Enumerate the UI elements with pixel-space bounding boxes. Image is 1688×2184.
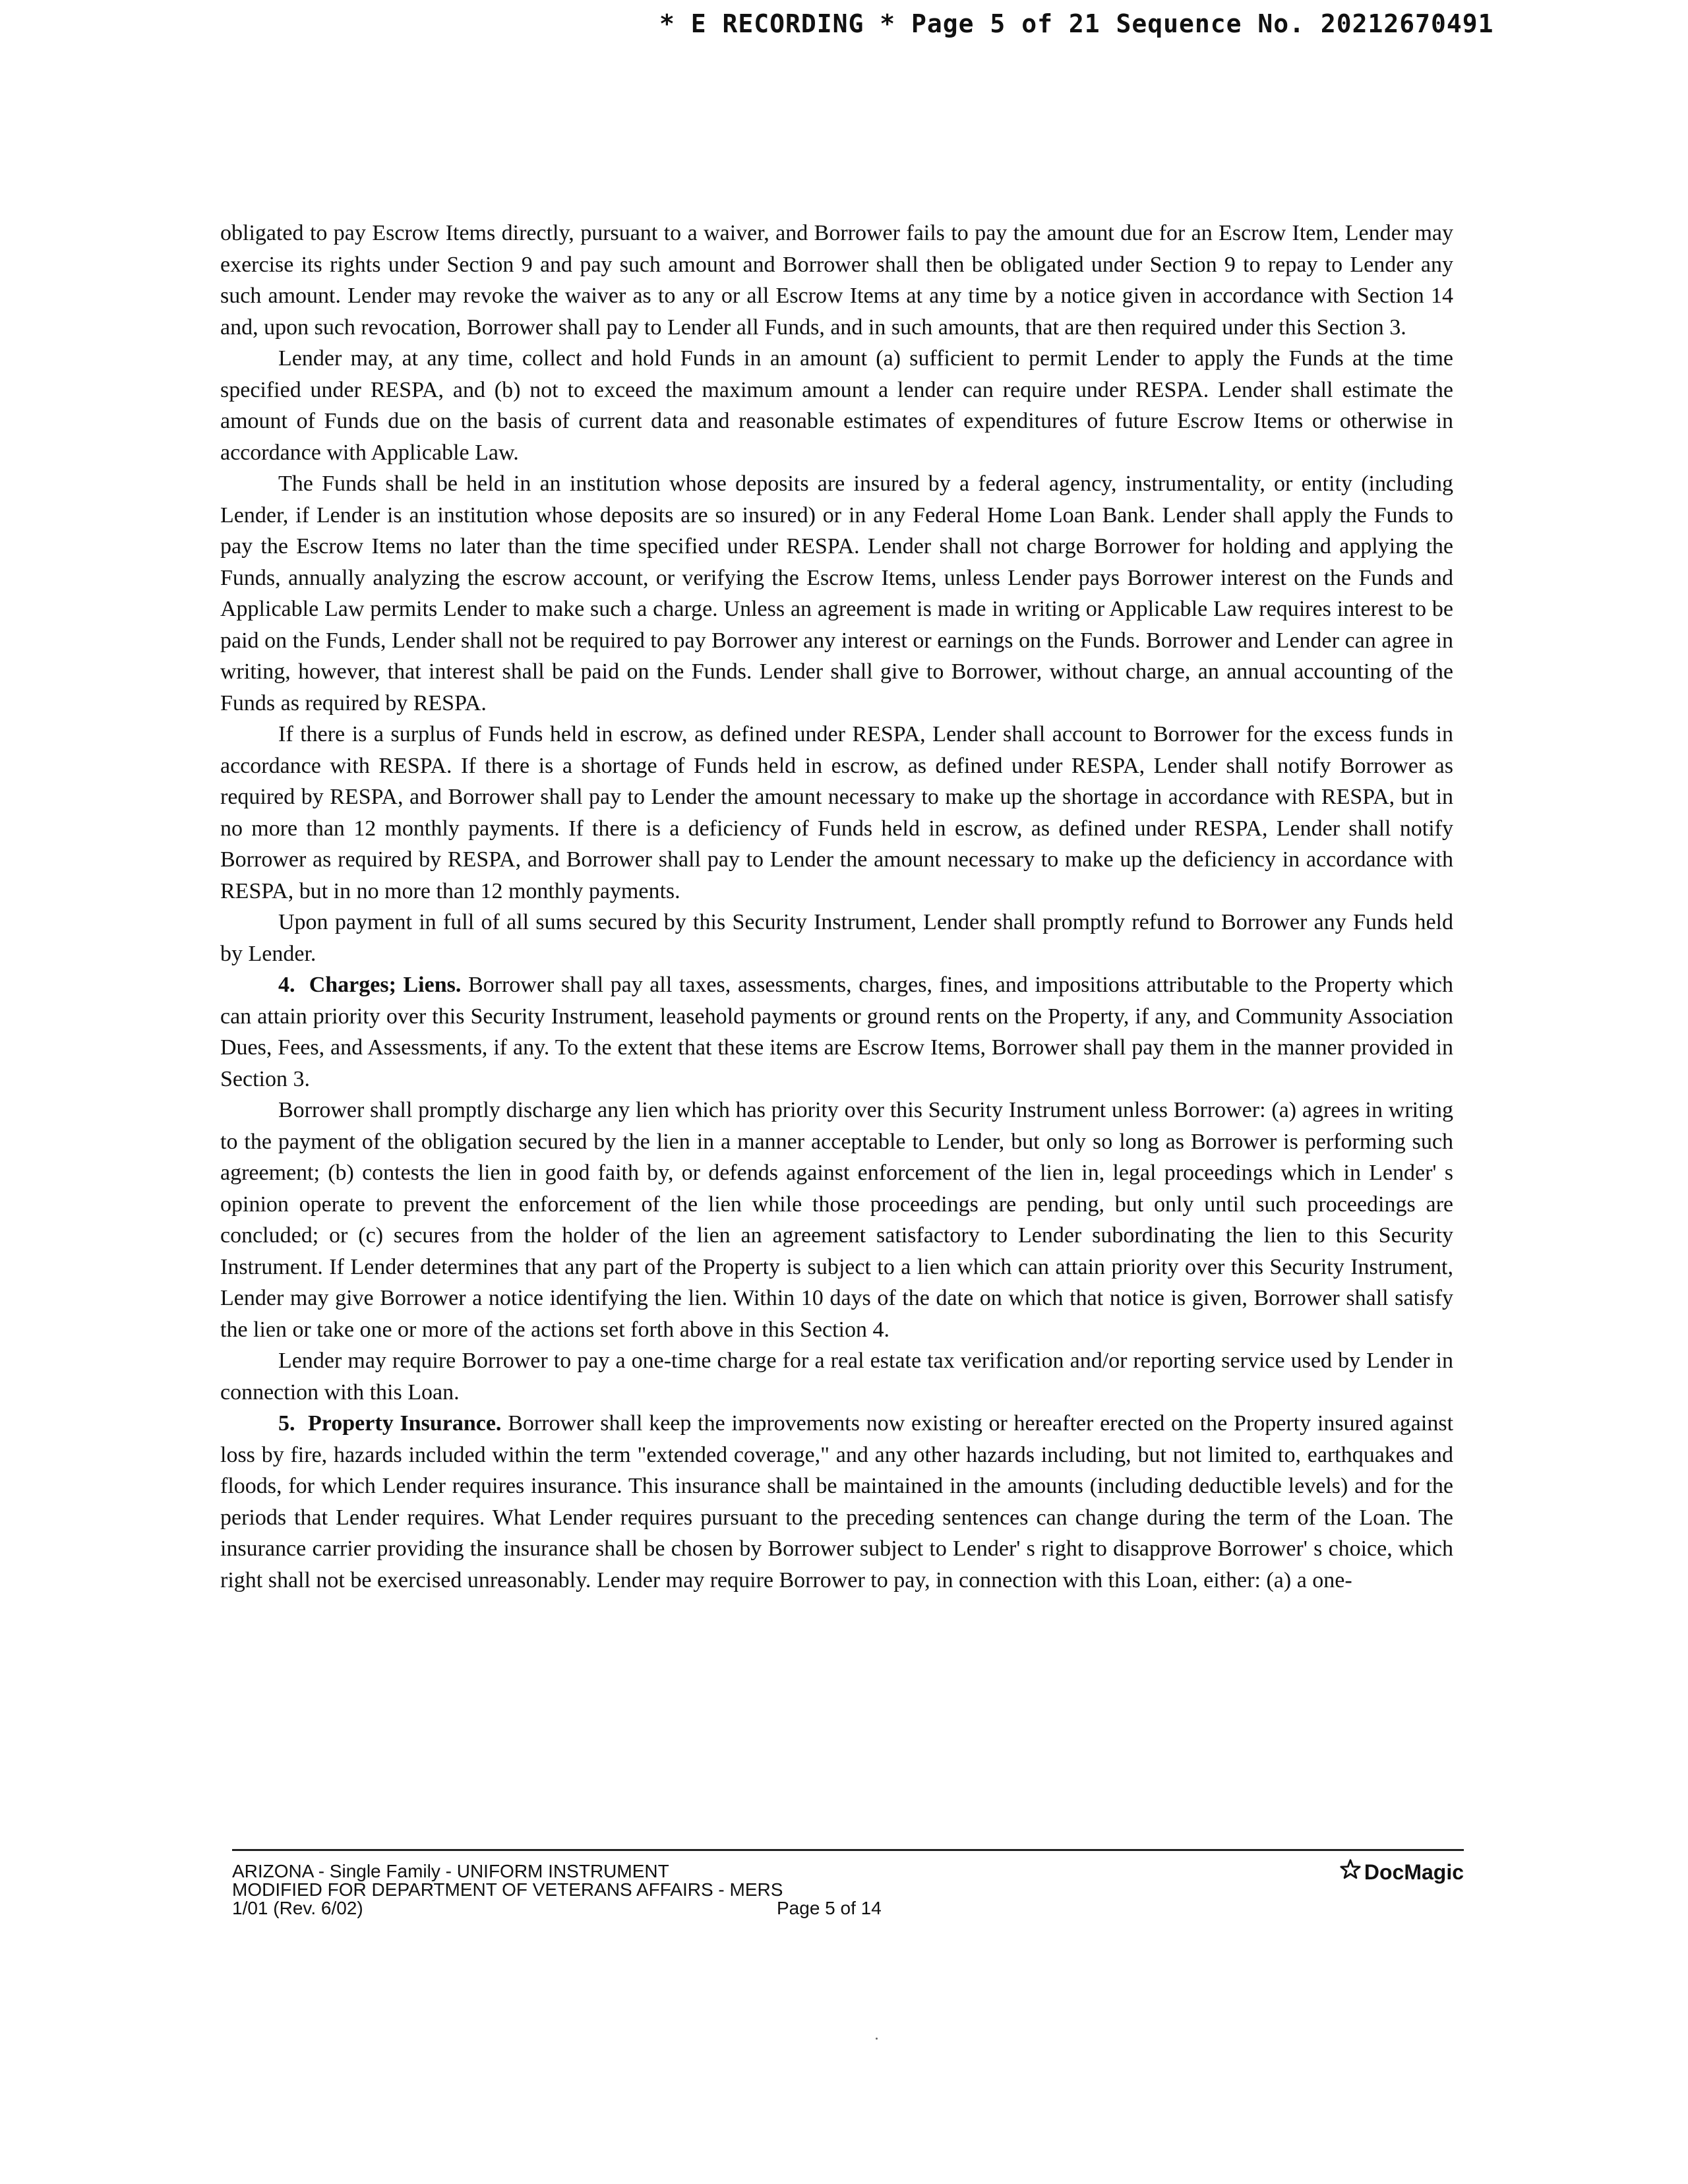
page-footer bbox=[232, 1849, 1464, 1941]
section-4-text: Borrower shall pay all taxes, assessments, charges, fines, and impositions attributable to the Property which can attain priority over this Security Instrument, leasehold payments or ground rents on the Property, if any, and Community Association Dues, Fees, and Assessments, if any. To the extent that these items are Escrow Items, Borrower shall pay them in the manner provided in Section 3. bbox=[220, 973, 1454, 1091]
star-icon bbox=[1339, 1858, 1362, 1886]
footer-form-info bbox=[232, 1862, 783, 1918]
paragraph-tax-verification: Lender may require Borrower to pay a one-time charge for a real estate tax verification and/or reporting service used by Lender in connection with this Loan. bbox=[220, 1349, 1453, 1405]
paragraph-funds-held: The Funds shall be held in an institution whose deposits are insured by a federal agency, instrumentality, or entity (including Lender, if Lender is an institution whose deposits are so insured) or in any Federal Home Loan Bank. Lender shall apply the Funds to pay the Escrow Items no later than the time specified under RESPA. Lender shall not charge Borrower for holding and applying the Funds, annually analyzing the escrow account, or verifying the Escrow Items, unless Lender pays Borrower interest on the Funds and Applicable Law permits Lender to make such a charge. Unless an agreement is made in writing or Applicable Law requires interest to be paid on the Funds, Lender shall not be required to pay Borrower any interest or earnings on the Funds. Borrower and Lender can agree in writing, however, that interest shall be paid on the Funds. Lender shall give to Borrower, without charge, an annual accounting of the Funds as required by RESPA. bbox=[220, 471, 1453, 715]
footer-line-1: ARIZONA - Single Family - UNIFORM INSTRUMENT bbox=[232, 1861, 669, 1881]
section-4-charges-liens bbox=[220, 969, 1453, 1095]
recording-header: * E RECORDING * Page 5 of 21 Sequence No. 20212670491 bbox=[659, 9, 1494, 38]
section-5-text: Borrower shall keep the improvements now existing or hereafter erected on the Property insured against loss by fire, hazards included within the term "extended coverage," and any other hazards including, but not limited to, earthquakes and floods, for which Lender requires insurance. This insurance shall be maintained in the amounts (including deductible levels) and for the periods that Lender requires. What Lender requires pursuant to the preceding sentences can change during the term of the Loan. The insurance carrier providing the insurance shall be chosen by Borrower subject to Lender' s right to disapprove Borrower' s choice, which right shall not be exercised unreasonably. Lender may require Borrower to pay, in connection with this Loan, either: (a) a one- bbox=[220, 1411, 1454, 1592]
docmagic-logo bbox=[1339, 1858, 1464, 1886]
section-4-title: Charges; Liens. bbox=[309, 973, 462, 997]
section-5-property-insurance bbox=[220, 1408, 1453, 1596]
paragraph-refund: Upon payment in full of all sums secured by this Security Instrument, Lender shall promptly refund to Borrower any Funds held by Lender. bbox=[220, 910, 1453, 966]
footer-page-number: Page 5 of 14 bbox=[777, 1898, 882, 1918]
section-5-number: 5. bbox=[278, 1411, 295, 1436]
footer-divider bbox=[232, 1849, 1464, 1851]
brand-name: DocMagic bbox=[1364, 1860, 1464, 1884]
section-5-title: Property Insurance. bbox=[308, 1411, 502, 1436]
paragraph-surplus-funds: If there is a surplus of Funds held in escrow, as defined under RESPA, Lender shall account to Borrower for the excess funds in accordance with RESPA. If there is a shortage of Funds held in escrow, as defined under RESPA, Lender shall notify Borrower as required by RESPA, and Borrower shall pay to Lender the amount necessary to make up the shortage in accordance with RESPA, but in no more than 12 monthly payments. If there is a deficiency of Funds held in escrow, as defined under RESPA, Lender shall notify Borrower as required by RESPA, and Borrower shall pay to Lender the amount necessary to make up the deficiency in accordance with RESPA, but in no more than 12 monthly payments. bbox=[220, 722, 1453, 903]
paragraph-collect-funds: Lender may, at any time, collect and hold Funds in an amount (a) sufficient to permit Lender to apply the Funds at the time specified under RESPA, and (b) not to exceed the maximum amount a lender can require under RESPA. Lender shall estimate the amount of Funds due on the basis of current data and reasonable estimates of expenditures of future Escrow Items or otherwise in accordance with Applicable Law. bbox=[220, 346, 1453, 465]
document-body bbox=[220, 218, 1453, 1596]
paragraph-escrow-waiver: obligated to pay Escrow Items directly, pursuant to a waiver, and Borrower fails to pay the amount due for an Escrow Item, Lender may exercise its rights under Section 9 and pay such amount and Borrower shall then be obligated under Section 9 to repay to Lender any such amount. Lender may revoke the waiver as to any or all Escrow Items at any time by a notice given in accordance with Section 14 and, upon such revocation, Borrower shall pay to Lender all Funds, and in such amounts, that are then required under this Section 3. bbox=[220, 221, 1453, 340]
footer-line-3: 1/01 (Rev. 6/02) bbox=[232, 1898, 363, 1918]
section-4-number: 4. bbox=[278, 973, 295, 997]
paragraph-discharge-lien: Borrower shall promptly discharge any lien which has priority over this Security Instrument unless Borrower: (a) agrees in writing to the payment of the obligation secured by the lien in a manner acceptable to Lender, but only so long as Borrower is performing such agreement; (b) contests the lien in good faith by, or defends against enforcement of the lien in, legal proceedings which in Lender' s opinion operate to prevent the enforcement of the lien while those proceedings are pending, but only until such proceedings are concluded; or (c) secures from the holder of the lien an agreement satisfactory to Lender subordinating the lien to this Security Instrument. If Lender determines that any part of the Property is subject to a lien which can attain priority over this Security Instrument, Lender may give Borrower a notice identifying the lien. Within 10 days of the date on which that notice is given, Borrower shall satisfy the lien or take one or more of the actions set forth above in this Section 4. bbox=[220, 1098, 1453, 1342]
footer-line-2: MODIFIED FOR DEPARTMENT OF VETERANS AFFAIRS - MERS bbox=[232, 1879, 783, 1900]
scan-speck bbox=[876, 2038, 878, 2040]
